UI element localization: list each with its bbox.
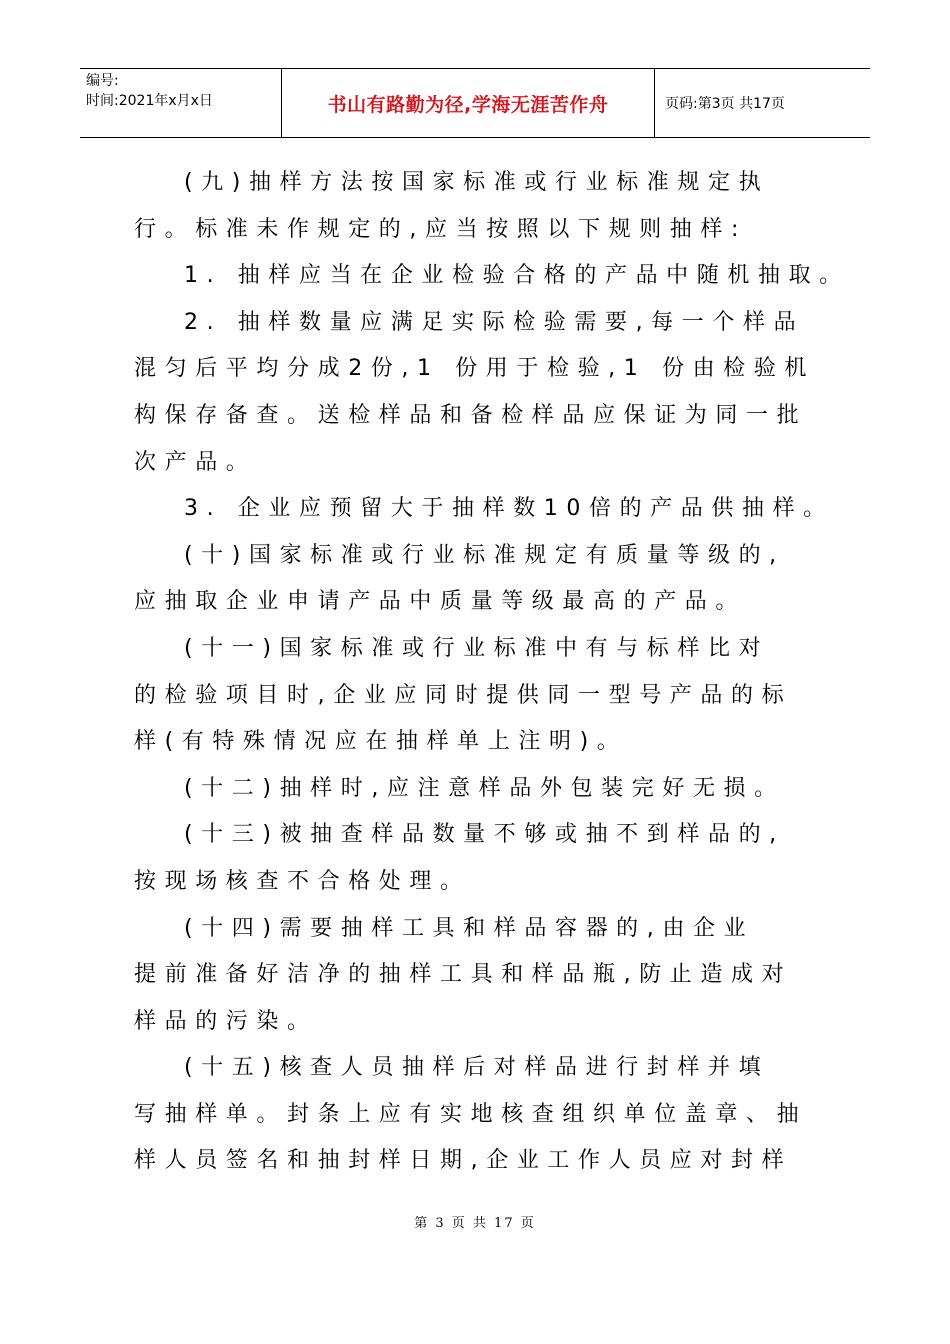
- paragraph-line: 应抽取企业申请产品中质量等级最高的产品。: [134, 589, 747, 615]
- paragraph-line: (十)国家标准或行业标准规定有质量等级的,: [184, 542, 785, 568]
- paragraph-line: 1. 抽样应当在企业检验合格的产品中随机抽取。: [184, 263, 850, 289]
- paragraph-line: 样(有特殊情况应在抽样单上注明)。: [134, 729, 628, 755]
- paragraph-line: 按现场核查不合格处理。: [134, 868, 471, 894]
- header-page-number: 页码:第3页 共17页: [665, 96, 785, 112]
- page-header: [80, 68, 870, 138]
- document-body: [134, 160, 850, 1185]
- paragraph-line: 行。标准未作规定的,应当按照以下规则抽样:: [134, 216, 748, 242]
- header-meta: [80, 69, 282, 137]
- paragraph-line: 3. 企业应预留大于抽样数10倍的产品供抽样。: [184, 496, 834, 522]
- paragraph-line: 的检验项目时,企业应同时提供同一型号产品的标: [134, 682, 793, 708]
- paragraph-line: (十二)抽样时,应注意样品外包装完好无损。: [184, 775, 785, 801]
- paragraph-line: 样品的污染。: [134, 1008, 318, 1034]
- paragraph-line: 混匀后平均分成2份,1 份用于检验,1 份由检验机: [134, 356, 815, 382]
- paragraph-line: (九)抽样方法按国家标准或行业标准规定执: [184, 170, 770, 195]
- paragraph-line: (十三)被抽查样品数量不够或抽不到样品的,: [184, 822, 785, 848]
- paragraph-line: 2. 抽样数量应满足实际检验需要,每一个样品: [184, 309, 805, 335]
- paragraph-line: (十四)需要抽样工具和样品容器的,由企业: [184, 915, 755, 941]
- paragraph-line: (十一)国家标准或行业标准中有与标样比对: [184, 635, 770, 661]
- document-date-label: 时间:2021年x月x日: [86, 93, 213, 109]
- paragraph-line: 提前准备好洁净的抽样工具和样品瓶,防止造成对: [134, 962, 793, 988]
- header-motto: 书山有路勤为径,学海无涯苦作舟: [282, 69, 655, 137]
- paragraph-line: 写抽样单。封条上应有实地核查组织单位盖章、抽: [134, 1101, 808, 1127]
- paragraph-line: 样人员签名和抽封样日期,企业工作人员应对封样: [134, 1148, 793, 1174]
- paragraph-line: (十五)核查人员抽样后对样品进行封样并填: [184, 1055, 770, 1081]
- paragraph-line: 次产品。: [134, 449, 257, 475]
- page-footer: 第 3 页 共 17 页: [414, 1216, 536, 1231]
- paragraph-line: 构保存备查。送检样品和备检样品应保证为同一批: [134, 402, 808, 428]
- document-number-label: 编号:: [86, 73, 119, 89]
